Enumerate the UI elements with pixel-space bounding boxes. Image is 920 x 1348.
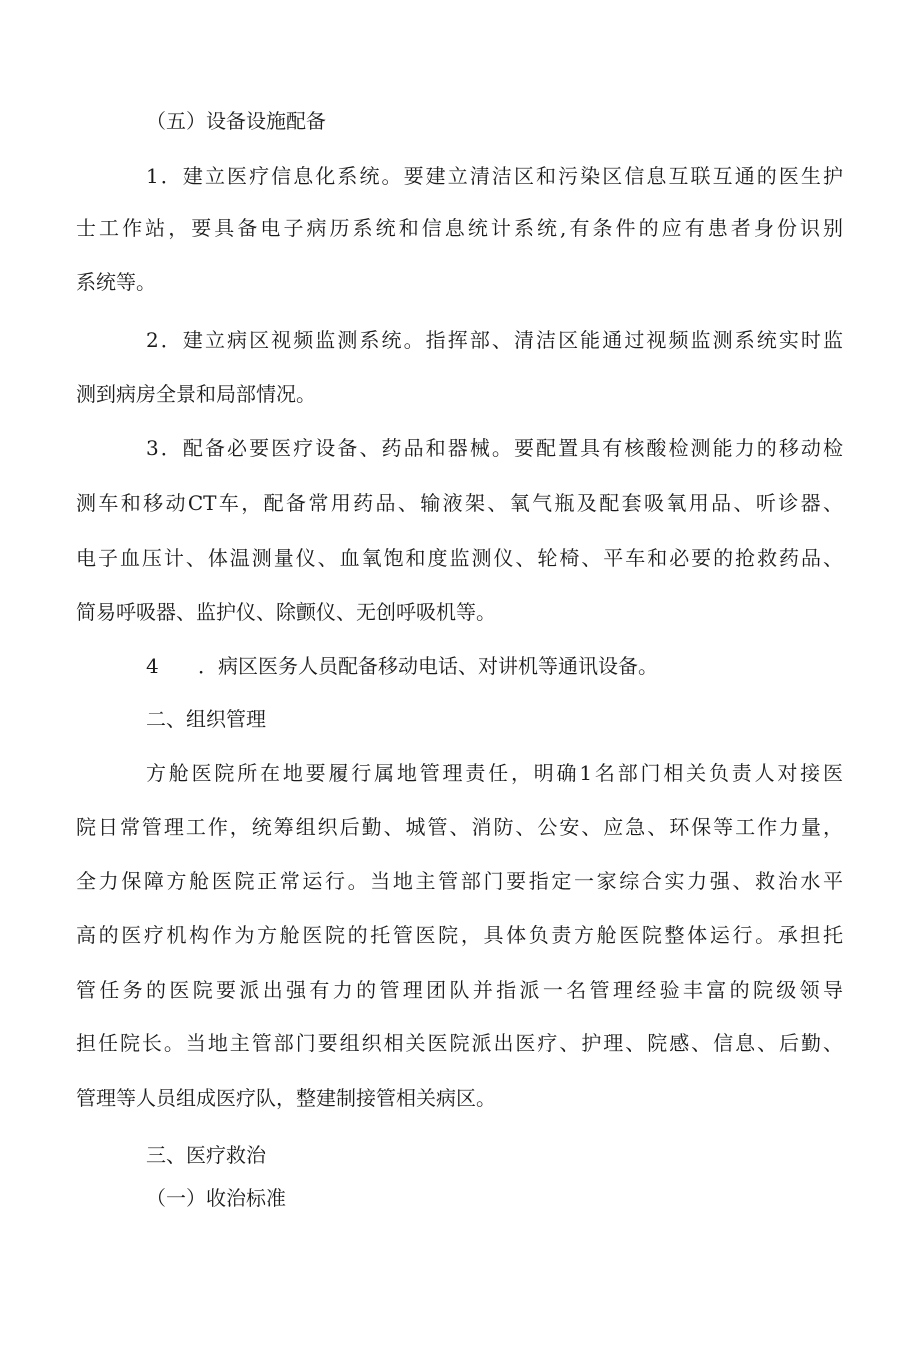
section-title-medical-treatment: 三、医疗救治 (146, 1143, 266, 1167)
paragraph-line: 院日常管理工作，统筹组织后勤、城管、消防、公安、应急、环保等工作力量， (76, 815, 843, 839)
paragraph-line: 高的医疗机构作为方舱医院的托管医院，具体负责方舱医院整体运行。承担托 (76, 923, 843, 947)
paragraph-line: 管任务的医院要派出强有力的管理团队并指派一名管理经验丰富的院级领导 (76, 978, 843, 1002)
paragraph-line: 测到病房全景和局部情况。 (76, 382, 316, 406)
paragraph-line: 2．建立病区视频监测系统。指挥部、清洁区能通过视频监测系统实时监 (146, 328, 843, 352)
paragraph-line: 担任院长。当地主管部门要组织相关医院派出医疗、护理、院感、信息、后勤、 (76, 1031, 843, 1055)
paragraph-line: 简易呼吸器、监护仪、除颤仪、无创呼吸机等。 (76, 600, 496, 624)
paragraph-line: 电子血压计、体温测量仪、血氧饱和度监测仪、轮椅、平车和必要的抢救药品、 (76, 546, 843, 570)
section-title-organization: 二、组织管理 (146, 707, 266, 731)
paragraph-line: 方舱医院所在地要履行属地管理责任，明确1名部门相关负责人对接医 (146, 761, 843, 785)
paragraph-line: 3．配备必要医疗设备、药品和器械。要配置具有核酸检测能力的移动检 (146, 436, 843, 460)
heading-equipment: （五）设备设施配备 (146, 109, 326, 133)
paragraph-line: ．病区医务人员配备移动电话、对讲机等通讯设备。 (198, 654, 658, 678)
paragraph-line: 系统等。 (76, 270, 156, 294)
paragraph-line: 士工作站，要具备电子病历系统和信息统计系统,有条件的应有患者身份识别 (76, 216, 843, 240)
item-number: 4 (146, 654, 159, 678)
paragraph-line: 管理等人员组成医疗队，整建制接管相关病区。 (76, 1086, 496, 1110)
paragraph-line: 全力保障方舱医院正常运行。当地主管部门要指定一家综合实力强、救治水平 (76, 869, 843, 893)
paragraph-line: 测车和移动CT车，配备常用药品、输液架、氧气瓶及配套吸氧用品、听诊器、 (76, 491, 843, 515)
subsection-title-admission-criteria: （一）收治标准 (146, 1186, 286, 1210)
paragraph-line: 1．建立医疗信息化系统。要建立清洁区和污染区信息互联互通的医生护 (146, 164, 843, 188)
